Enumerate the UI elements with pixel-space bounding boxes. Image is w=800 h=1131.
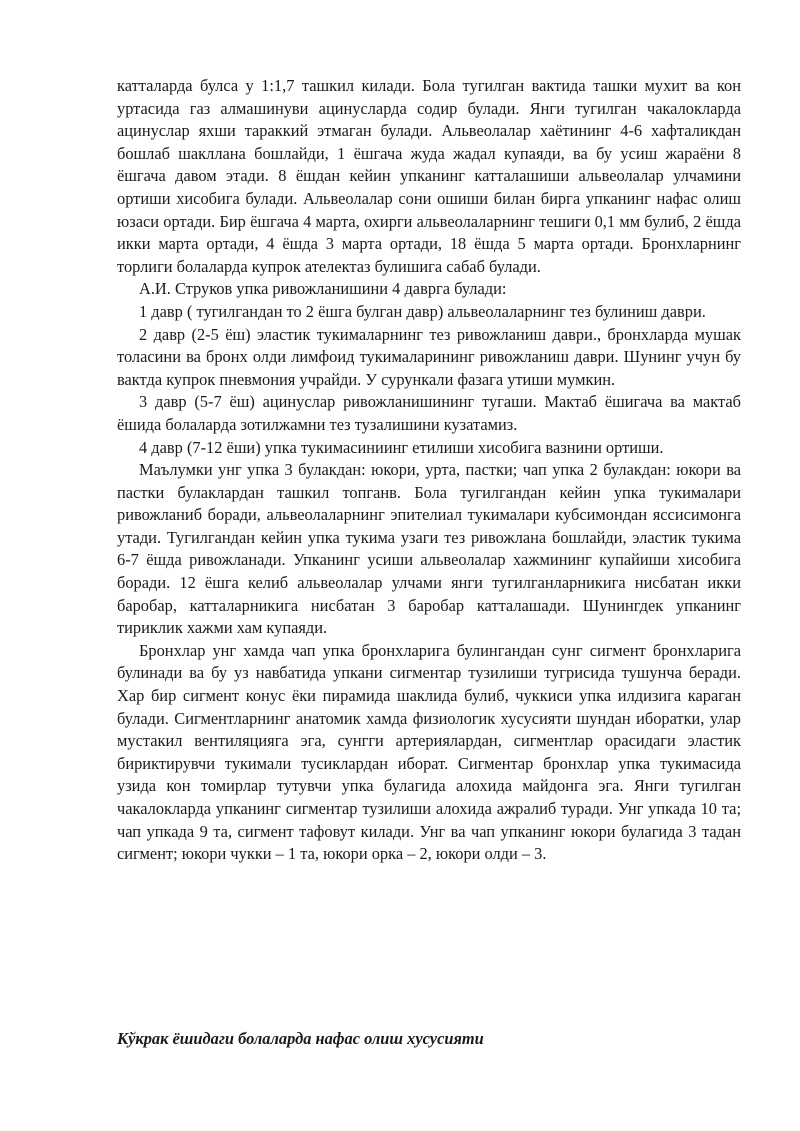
paragraph-lung-lobes: Маълумки унг упка 3 булакдан: юкори, урта, пастки; чап упка 2 булакдан: юкори ва пастки булаклардан ташкил топганв. Бола тугилгандан кейин упка тукималари ривожланиб боради, альвеолаларнинг эпителиал тукималари кубсимондан яссисимонга утади. Тугилгандан кейин упка тукима узаги тез ривожлана бошлайди, эластик тукима 6-7 ёшда ривожланади. Упканинг усиши альвеолалар хажмининг купайиши хисобига боради. 12 ёшга келиб альвеолалар улчами янги тугилганларникига нисбатан икки баробар, катталарникига нисбатан 3 баробар катталашади. Шунингдек упканинг тириклик хажми хам купаяди.	[117, 460, 741, 638]
paragraph-period-1: 1 давр ( тугилгандан то 2 ёшга булган давр) альвеолаларнинг тез булиниш даври.	[139, 301, 706, 321]
paragraph-alveoli-growth: катталарда булса у 1:1,7 ташкил килади. Бола тугилган вактида ташки мухит ва кон уртасида газ алмашинуви ацинусларда содир булади. Янги тугилган чакалокларда ацинуслар яхши тараккий этмаган булади. Альвеолалар хаётининг 4-6 хафталикдан бошлаб шакллана бошлайди, 1 ёшгача жуда жадал купаяди, ва бу усиш жараёни 8 ёшгача давом этади. 8 ёшдан кейин упканинг катталашиши альвеолалар улчамини ортиши хисобига булади. Альвеолалар сони ошиши билан бирга упканинг нафас олиш юзаси ортади. Бир ёшгача 4 марта, охирги альвеолаларнинг тешиги 0,1 мм булиб, 2 ёшда икки марта ортади, 4 ёшда 3 марта ортади, 18 ёшда 5 марта ортади. Бронхларнинг торлиги болаларда купрок ателектаз булишига сабаб булади.	[117, 76, 741, 276]
document-body	[117, 75, 741, 866]
paragraph-bronchi-segments: Бронхлар унг хамда чап упка бронхларига булингандан сунг сигмент бронхларига булинади ва бу уз навбатида упкани сигментар тузилиши тугрисида тушунча беради. Хар бир сигмент конус ёки пирамида шаклида булиб, чуккиси упка илдизига караган булади. Сигментларнинг анатомик хамда физиологик хусусияти шундан иборатки, улар мустакил вентиляцияга эга, сунгги артериялардан, сигментлар орасидаги эластик бириктирувчи тукимали тусиклардан иборат. Сигментар бронхлар упка тукимасида узида кон томирлар тутувчи упка булагида алохида майдонга эга. Янги тугилган чакалокларда упканинг сигментар тузилиши алохида ажралиб туради. Унг упкада 10 та; чап упкада 9 та, сигмент тафовут килади. Унг ва чап упканинг юкори булагида 3 тадан сигмент; юкори чукки – 1 та, юкори орка – 2, юкори олди – 3.	[117, 640, 741, 864]
paragraph-period-2: 2 давр (2-5 ёш) эластик тукималарнинг тез ривожланиш даври., бронхларда мушак толасини ва бронх олди лимфоид тукималарининг ривожланиш даври. Шунинг учун бу вактда купрок пневмония учрайди. У сурункали фазага утиши мумкин.	[117, 324, 741, 389]
paragraph-period-3: 3 давр (5-7 ёш) ацинуслар ривожланишининг тугаши. Мактаб ёшигача ва мактаб ёшида болаларда зотилжамни тез тузалишини кузатамиз.	[117, 392, 741, 434]
paragraph-period-4: 4 давр (7-12 ёши) упка тукимасиниинг етилиши хисобига вазнини ортиши.	[139, 437, 664, 457]
section-heading: Кўкрак ёшидаги болаларда нафас олиш хусусияти	[117, 1029, 484, 1048]
paragraph-strukov-periods: А.И. Струков упка ривожланишини 4 даврга булади:	[139, 279, 507, 299]
